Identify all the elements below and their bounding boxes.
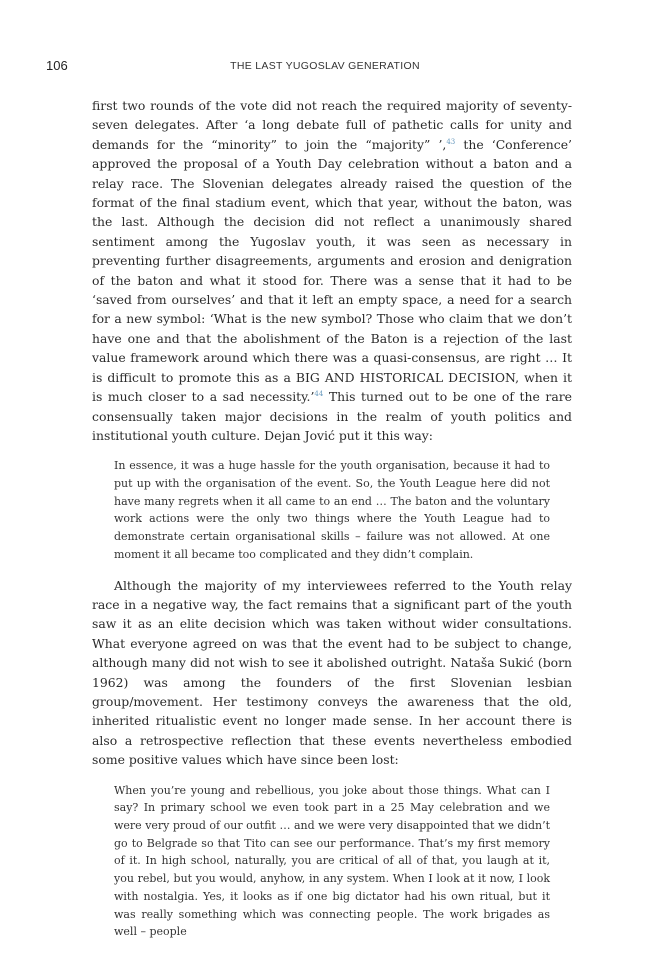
block-quote-1	[114, 457, 550, 563]
page-body	[92, 96, 572, 953]
block-quote-1-text: In essence, it was a huge hassle for the youth organisation, because it had to put up with the organisation of the event. So, the Youth League here did not have many regrets when it all came to an end … The baton and the voluntary work actions were the only two things where the Youth League had to demonstrate certain organisational skills – failure was not allowed. At one moment it all became too complicated and they didn’t complain.	[114, 459, 550, 561]
block-quote-2	[114, 782, 550, 941]
paragraph-2: Although the majority of my interviewees referred to the Youth relay race in a negative way, the fact remains that a significant part of the youth saw it as an elite decision which was taken without wider consultations. What everyone agreed on was that the event had to be subject to change, although many did not wish to see it abolished outright. Nataša Sukić (born 1962) was among the founders of the first Slovenian lesbian group/movement. Her testimony conveys the awareness that the old, inherited ritualistic event no longer made sense. In her account there is also a retrospective reflection that these events nevertheless embodied some positive values which have since been lost:	[92, 577, 572, 768]
paragraph-1-part-1: first two rounds of the vote did not reach the required majority of seventy-seven delegates. After ‘a long debate full of pathetic calls for unity and demands for the “minority” to join the “majority” ’,	[92, 98, 572, 152]
footnote-ref-44[interactable]: 44	[314, 390, 324, 399]
page-header	[0, 58, 650, 78]
running-title: THE LAST YUGOSLAV GENERATION	[230, 60, 420, 72]
paragraph-1-part-3: This turned out to be one of the rare consensually taken major decisions in the realm of youth politics and institutional youth culture. Dejan Jović put it this way:	[92, 389, 572, 443]
block-quote-2-text: When you’re young and rebellious, you joke about those things. What can I say? In primary school we even took part in a 25 May celebration and we were very proud of our outfit … and we were very disappointed that we didn’t go to Belgrade so that Tito can see our performance. That’s my first memory of it. In high school, naturally, you are critical of all of that, you laugh at it, you rebel, but you would, anyhow, in any system. When I look at it now, I look with nostalgia. Yes, it looks as if one big dictator had his own ritual, but it was really something which was connecting people. The work brigades as well – people	[114, 783, 550, 939]
paragraph-1	[92, 96, 572, 445]
footnote-ref-43[interactable]: 43	[446, 137, 456, 146]
page-number: 106	[46, 58, 68, 73]
paragraph-1-part-2: the ‘Conference’ approved the proposal of a Youth Day celebration without a baton and a relay race. The Slovenian delegates already raised the question of the format of the final stadium event, which that year, without the baton, was the last. Although the decision did not reflect a unanimously shared sentiment among the Yugoslav youth, it was seen as necessary in preventing further disagreements, arguments and erosion and denigration of the baton and what it stood for. There was a sense that it had to be ‘saved from ourselves’ and that it left an empty space, a need for a search for a new symbol: ‘What is the new symbol? Those who claim that we don’t have one and that the abolishment of the Baton is a rejection of the last value framework around which there was a quasi-consensus, are right … It is difficult to promote this as a BIG AND HISTORICAL DECISION, when it is much closer to a sad necessity.’	[92, 136, 572, 405]
